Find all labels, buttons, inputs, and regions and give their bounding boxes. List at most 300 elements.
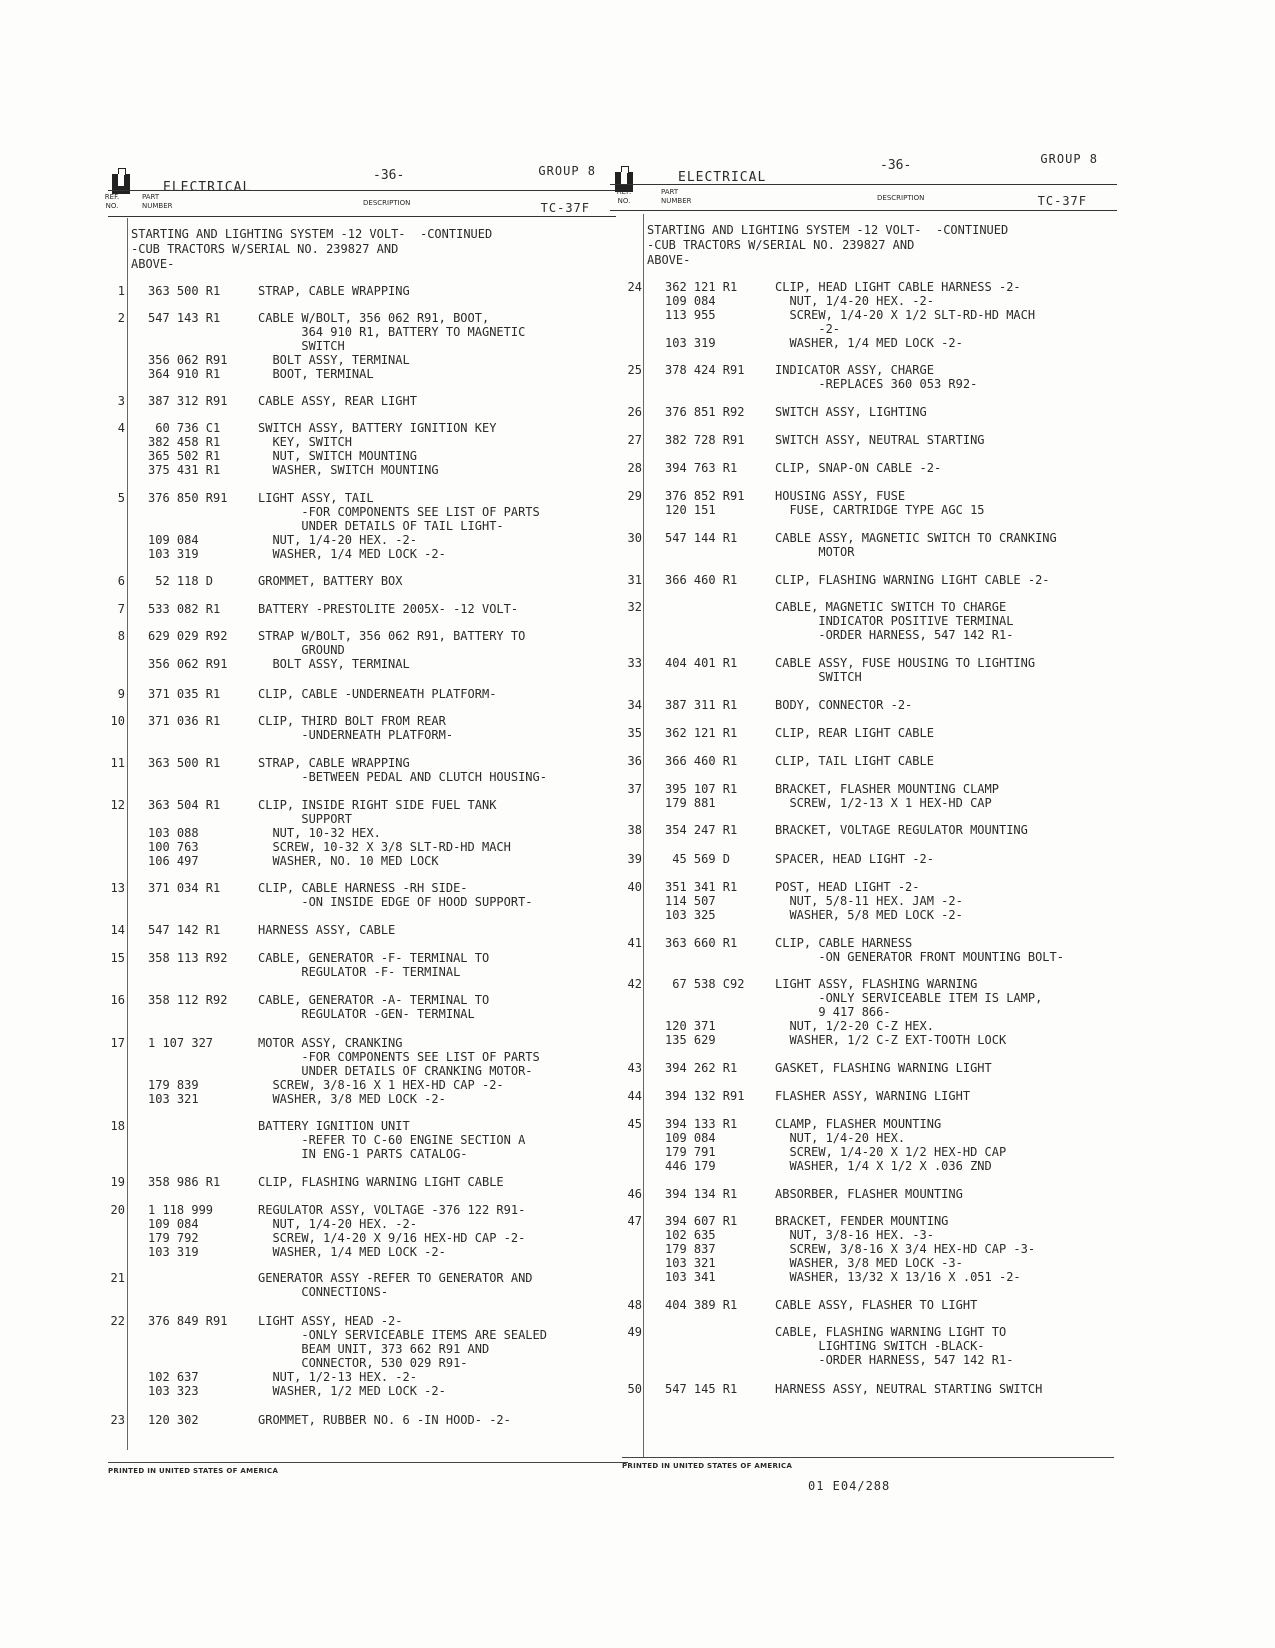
part-description: KEY, SWITCH	[258, 435, 352, 449]
part-description: MOTOR ASSY, CRANKING	[258, 1036, 403, 1050]
col-ref-label: REF. NO.	[104, 193, 120, 210]
part-description: STRAP, CABLE WRAPPING	[258, 756, 410, 770]
part-description: WASHER, 1/4 X 1/2 X .036 ZND	[775, 1159, 992, 1173]
part-number: 394 134 R1	[665, 1187, 738, 1201]
ref-number: 8	[117, 629, 125, 643]
part-description: BATTERY IGNITION UNIT	[258, 1119, 410, 1133]
part-number: 371 034 R1	[148, 881, 221, 895]
part-number: 351 341 R1	[665, 880, 738, 894]
part-number: 45 569 D	[665, 852, 731, 866]
part-number: 103 321	[148, 1092, 199, 1106]
part-number: 376 852 R91	[665, 489, 745, 503]
parts-entry	[617, 880, 1177, 922]
part-number: 135 629	[665, 1033, 716, 1047]
ref-number: 22	[110, 1314, 125, 1328]
parts-entry	[100, 394, 620, 408]
part-number: 100 763	[148, 840, 199, 854]
part-number: 363 500 R1	[148, 756, 221, 770]
ref-number: 18	[110, 1119, 125, 1133]
part-description: NUT, 1/4-20 HEX. -2-	[258, 533, 417, 547]
parts-entry	[617, 698, 1177, 712]
part-description: CLIP, HEAD LIGHT CABLE HARNESS -2-	[775, 280, 1021, 294]
part-number: 109 084	[148, 1217, 199, 1231]
parts-entry	[617, 1117, 1177, 1173]
part-number: 446 179	[665, 1159, 716, 1173]
part-number: 120 151	[665, 503, 716, 517]
part-description: -REPLACES 360 053 R92-	[775, 377, 978, 391]
ref-number: 46	[627, 1187, 642, 1201]
parts-entry	[617, 1187, 1177, 1201]
ref-number: 40	[627, 880, 642, 894]
part-description: NUT, 1/4-20 HEX.	[775, 1131, 906, 1145]
part-description: NUT, 1/2-13 HEX. -2-	[258, 1370, 417, 1384]
parts-entry	[617, 782, 1177, 810]
parts-entry	[617, 1214, 1177, 1284]
ref-number: 23	[110, 1413, 125, 1427]
parts-entry	[100, 284, 620, 298]
part-description: REGULATOR -F- TERMINAL	[258, 965, 461, 979]
part-description: WASHER, 3/8 MED LOCK -3-	[775, 1256, 963, 1270]
part-number: 358 113 R92	[148, 951, 228, 965]
part-description: CLIP, CABLE HARNESS -RH SIDE-	[258, 881, 468, 895]
ref-number: 25	[627, 363, 642, 377]
part-description: WASHER, 1/4 MED LOCK -2-	[775, 336, 963, 350]
parts-entry	[100, 993, 620, 1021]
part-description: -ORDER HARNESS, 547 142 R1-	[775, 628, 1014, 642]
part-number: 394 763 R1	[665, 461, 738, 475]
section-intro: STARTING AND LIGHTING SYSTEM -12 VOLT- -CONTINUED -CUB TRACTORS W/SERIAL NO. 239827 AND ABOVE-	[647, 223, 1009, 267]
parts-entry	[100, 798, 620, 868]
part-number: 547 142 R1	[148, 923, 221, 937]
part-number: 103 323	[148, 1384, 199, 1398]
ref-number: 32	[627, 600, 642, 614]
parts-entry	[100, 951, 620, 979]
ref-number: 3	[117, 394, 125, 408]
part-description: WASHER, NO. 10 MED LOCK	[258, 854, 439, 868]
part-description: INDICATOR ASSY, CHARGE	[775, 363, 934, 377]
part-number: 356 062 R91	[148, 353, 228, 367]
part-description: SWITCH ASSY, LIGHTING	[775, 405, 927, 419]
parts-entry	[100, 574, 620, 588]
part-number: 371 035 R1	[148, 687, 221, 701]
part-description: HOUSING ASSY, FUSE	[775, 489, 906, 503]
part-number: 179 839	[148, 1078, 199, 1092]
part-number: 106 497	[148, 854, 199, 868]
part-description: WASHER, 1/2 C-Z EXT-TOOTH LOCK	[775, 1033, 1007, 1047]
ref-number: 33	[627, 656, 642, 670]
part-description: -REFER TO C-60 ENGINE SECTION A	[258, 1133, 526, 1147]
col-ref-label: REF. NO.	[616, 188, 632, 205]
col-desc-label: DESCRIPTION	[877, 194, 925, 202]
parts-entry	[617, 726, 1177, 740]
footer-rule	[622, 1457, 1114, 1458]
parts-entry	[617, 573, 1177, 587]
part-number: 547 145 R1	[665, 1382, 738, 1396]
parts-entry	[617, 1298, 1177, 1312]
parts-entry	[100, 1175, 620, 1189]
parts-entry	[100, 602, 620, 616]
ref-number: 31	[627, 573, 642, 587]
part-number: 102 637	[148, 1370, 199, 1384]
part-number: 363 504 R1	[148, 798, 221, 812]
parts-entry	[617, 405, 1177, 419]
parts-entry	[100, 687, 620, 701]
part-description: SCREW, 1/4-20 X 1/2 HEX-HD CAP	[775, 1145, 1007, 1159]
parts-entry	[100, 756, 620, 784]
part-description: UNDER DETAILS OF TAIL LIGHT-	[258, 519, 504, 533]
group-label: GROUP 8	[1040, 152, 1098, 166]
section-intro: STARTING AND LIGHTING SYSTEM -12 VOLT- -CONTINUED -CUB TRACTORS W/SERIAL NO. 239827 AND ABOVE-	[131, 227, 493, 271]
part-description: BATTERY -PRESTOLITE 2005X- -12 VOLT-	[258, 602, 519, 616]
part-description: SCREW, 1/2-13 X 1 HEX-HD CAP	[775, 796, 992, 810]
part-description: CLIP, FLASHING WARNING LIGHT CABLE	[258, 1175, 504, 1189]
part-description: CLIP, REAR LIGHT CABLE	[775, 726, 934, 740]
ref-number: 15	[110, 951, 125, 965]
col-part-label: PART NUMBER	[661, 188, 692, 205]
catalog-code: TC-37F	[1037, 194, 1087, 208]
part-number: 103 319	[665, 336, 716, 350]
part-description: CLIP, INSIDE RIGHT SIDE FUEL TANK	[258, 798, 497, 812]
part-number: 375 431 R1	[148, 463, 221, 477]
parts-entry	[100, 1036, 620, 1106]
part-description: -ORDER HARNESS, 547 142 R1-	[775, 1353, 1014, 1367]
part-description: CABLE, MAGNETIC SWITCH TO CHARGE	[775, 600, 1007, 614]
ref-number: 19	[110, 1175, 125, 1189]
part-description: -ON GENERATOR FRONT MOUNTING BOLT-	[775, 950, 1064, 964]
part-description: CLIP, SNAP-ON CABLE -2-	[775, 461, 942, 475]
part-description: WASHER, 13/32 X 13/16 X .051 -2-	[775, 1270, 1021, 1284]
parts-entry	[617, 656, 1177, 684]
part-description: LIGHT ASSY, TAIL	[258, 491, 374, 505]
ref-number: 14	[110, 923, 125, 937]
parts-entry	[100, 714, 620, 742]
part-description: NUT, 10-32 HEX.	[258, 826, 381, 840]
part-description: ABSORBER, FLASHER MOUNTING	[775, 1187, 963, 1201]
part-description: -ONLY SERVICEABLE ITEM IS LAMP,	[775, 991, 1043, 1005]
ref-number: 50	[627, 1382, 642, 1396]
part-number: 362 121 R1	[665, 726, 738, 740]
part-description: LIGHT ASSY, FLASHING WARNING	[775, 977, 978, 991]
part-description: BRACKET, FENDER MOUNTING	[775, 1214, 949, 1228]
part-description: REGULATOR ASSY, VOLTAGE -376 122 R91-	[258, 1203, 526, 1217]
part-description: CABLE ASSY, FLASHER TO LIGHT	[775, 1298, 978, 1312]
part-number: 365 502 R1	[148, 449, 221, 463]
part-number: 1 118 999	[148, 1203, 214, 1217]
part-number: 378 424 R91	[665, 363, 745, 377]
part-number: 120 302	[148, 1413, 199, 1427]
part-number: 533 082 R1	[148, 602, 221, 616]
part-number: 103 341	[665, 1270, 716, 1284]
part-description: -FOR COMPONENTS SEE LIST OF PARTS	[258, 1050, 540, 1064]
part-number: 103 325	[665, 908, 716, 922]
part-description: NUT, 1/4-20 HEX. -2-	[775, 294, 934, 308]
ref-number: 29	[627, 489, 642, 503]
parts-entry	[100, 881, 620, 909]
part-description: FLASHER ASSY, WARNING LIGHT	[775, 1089, 971, 1103]
ref-number: 28	[627, 461, 642, 475]
part-number: 387 311 R1	[665, 698, 738, 712]
part-number: 363 500 R1	[148, 284, 221, 298]
part-number: 179 792	[148, 1231, 199, 1245]
part-description: -ONLY SERVICEABLE ITEMS ARE SEALED	[258, 1328, 547, 1342]
part-number: 1 107 327	[148, 1036, 214, 1050]
col-part-label: PART NUMBER	[142, 193, 173, 210]
ref-number: 45	[627, 1117, 642, 1131]
ref-number: 35	[627, 726, 642, 740]
ref-number: 41	[627, 936, 642, 950]
parts-entry	[100, 1314, 620, 1398]
part-number: 102 635	[665, 1228, 716, 1242]
parts-entry	[617, 1325, 1177, 1367]
part-description: -FOR COMPONENTS SEE LIST OF PARTS	[258, 505, 540, 519]
part-description: CONNECTIONS-	[258, 1285, 389, 1299]
part-description: SCREW, 3/8-16 X 3/4 HEX-HD CAP -3-	[775, 1242, 1036, 1256]
part-number: 354 247 R1	[665, 823, 738, 837]
parts-entry	[617, 280, 1177, 350]
part-number: 52 118 D	[148, 574, 214, 588]
part-description: STRAP W/BOLT, 356 062 R91, BATTERY TO	[258, 629, 526, 643]
part-number: 394 132 R91	[665, 1089, 745, 1103]
part-number: 103 321	[665, 1256, 716, 1270]
part-description: HARNESS ASSY, NEUTRAL STARTING SWITCH	[775, 1382, 1043, 1396]
ref-number: 44	[627, 1089, 642, 1103]
part-description: SWITCH ASSY, BATTERY IGNITION KEY	[258, 421, 497, 435]
ref-number: 43	[627, 1061, 642, 1075]
parts-entry	[617, 823, 1177, 837]
ref-number: 1	[117, 284, 125, 298]
part-number: 114 507	[665, 894, 716, 908]
part-description: BRACKET, VOLTAGE REGULATOR MOUNTING	[775, 823, 1028, 837]
ref-number: 49	[627, 1325, 642, 1339]
ref-number: 48	[627, 1298, 642, 1312]
parts-entry	[617, 531, 1177, 559]
part-number: 103 319	[148, 1245, 199, 1259]
part-number: 362 121 R1	[665, 280, 738, 294]
footer-rule	[108, 1462, 628, 1463]
part-description: NUT, SWITCH MOUNTING	[258, 449, 417, 463]
part-description: GENERATOR ASSY -REFER TO GENERATOR AND	[258, 1271, 533, 1285]
parts-entry	[617, 1089, 1177, 1103]
part-description: IN ENG-1 PARTS CATALOG-	[258, 1147, 468, 1161]
ref-number: 2	[117, 311, 125, 325]
part-number: 382 458 R1	[148, 435, 221, 449]
part-number: 371 036 R1	[148, 714, 221, 728]
part-number: 404 389 R1	[665, 1298, 738, 1312]
parts-entry	[100, 311, 620, 381]
part-description: CABLE, GENERATOR -A- TERMINAL TO	[258, 993, 490, 1007]
part-description: WASHER, 3/8 MED LOCK -2-	[258, 1092, 446, 1106]
part-description: SCREW, 1/4-20 X 1/2 SLT-RD-HD MACH	[775, 308, 1036, 322]
ref-number: 38	[627, 823, 642, 837]
part-number: 364 910 R1	[148, 367, 221, 381]
part-number: 394 607 R1	[665, 1214, 738, 1228]
part-description: REGULATOR -GEN- TERMINAL	[258, 1007, 475, 1021]
ref-number: 16	[110, 993, 125, 1007]
part-description: WASHER, 1/2 MED LOCK -2-	[258, 1384, 446, 1398]
part-description: CABLE ASSY, REAR LIGHT	[258, 394, 417, 408]
part-description: WASHER, SWITCH MOUNTING	[258, 463, 439, 477]
part-description: BOLT ASSY, TERMINAL	[258, 353, 410, 367]
part-description: -ON INSIDE EDGE OF HOOD SUPPORT-	[258, 895, 533, 909]
part-description: CLIP, FLASHING WARNING LIGHT CABLE -2-	[775, 573, 1050, 587]
parts-entry	[617, 1382, 1177, 1396]
page-number: -36-	[880, 158, 912, 173]
part-number: 376 850 R91	[148, 491, 228, 505]
part-description: NUT, 3/8-16 HEX. -3-	[775, 1228, 934, 1242]
ref-number: 36	[627, 754, 642, 768]
part-description: MOTOR	[775, 545, 855, 559]
part-description: CABLE ASSY, FUSE HOUSING TO LIGHTING	[775, 656, 1036, 670]
ref-number: 21	[110, 1271, 125, 1285]
part-description: WASHER, 1/4 MED LOCK -2-	[258, 1245, 446, 1259]
part-description: NUT, 1/4-20 HEX. -2-	[258, 1217, 417, 1231]
ref-number: 20	[110, 1203, 125, 1217]
part-description: SCREW, 1/4-20 X 9/16 HEX-HD CAP -2-	[258, 1231, 526, 1245]
parts-entry	[100, 1271, 620, 1299]
part-description: CABLE, FLASHING WARNING LIGHT TO	[775, 1325, 1007, 1339]
ref-number: 11	[110, 756, 125, 770]
part-number: 60 736 C1	[148, 421, 221, 435]
ref-number: 27	[627, 433, 642, 447]
part-description: 9 417 866-	[775, 1005, 891, 1019]
ref-number: 37	[627, 782, 642, 796]
part-description: BEAM UNIT, 373 662 R91 AND	[258, 1342, 490, 1356]
parts-entry	[617, 600, 1177, 642]
part-description: CABLE W/BOLT, 356 062 R91, BOOT,	[258, 311, 490, 325]
parts-entry	[100, 923, 620, 937]
part-description: CLAMP, FLASHER MOUNTING	[775, 1117, 942, 1131]
part-number: 109 084	[665, 294, 716, 308]
part-description: WASHER, 5/8 MED LOCK -2-	[775, 908, 963, 922]
ref-number: 13	[110, 881, 125, 895]
parts-entry	[617, 754, 1177, 768]
part-number: 547 144 R1	[665, 531, 738, 545]
part-description: NUT, 1/2-20 C-Z HEX.	[775, 1019, 934, 1033]
catalog-code: TC-37F	[540, 201, 590, 215]
part-number: 395 107 R1	[665, 782, 738, 796]
ref-number: 10	[110, 714, 125, 728]
part-description: SWITCH ASSY, NEUTRAL STARTING	[775, 433, 985, 447]
part-description: GROUND	[258, 643, 345, 657]
part-description: UNDER DETAILS OF CRANKING MOTOR-	[258, 1064, 533, 1078]
part-description: NUT, 5/8-11 HEX. JAM -2-	[775, 894, 963, 908]
part-number: 113 955	[665, 308, 716, 322]
part-description: -BETWEEN PEDAL AND CLUTCH HOUSING-	[258, 770, 547, 784]
part-number: 363 660 R1	[665, 936, 738, 950]
part-number: 376 851 R92	[665, 405, 745, 419]
ref-number: 9	[117, 687, 125, 701]
part-description: CABLE, GENERATOR -F- TERMINAL TO	[258, 951, 490, 965]
part-number: 356 062 R91	[148, 657, 228, 671]
part-description: SPACER, HEAD LIGHT -2-	[775, 852, 934, 866]
ref-number: 42	[627, 977, 642, 991]
part-number: 120 371	[665, 1019, 716, 1033]
part-number: 629 029 R92	[148, 629, 228, 643]
col-desc-label: DESCRIPTION	[363, 199, 411, 207]
part-description: GROMMET, BATTERY BOX	[258, 574, 403, 588]
part-description: SWITCH	[775, 670, 862, 684]
part-description: BRACKET, FLASHER MOUNTING CLAMP	[775, 782, 999, 796]
part-description: CLIP, TAIL LIGHT CABLE	[775, 754, 934, 768]
part-description: BOOT, TERMINAL	[258, 367, 374, 381]
part-description: CABLE ASSY, MAGNETIC SWITCH TO CRANKING	[775, 531, 1057, 545]
part-description: CLIP, CABLE HARNESS	[775, 936, 913, 950]
parts-entry	[617, 461, 1177, 475]
part-number: 366 460 R1	[665, 573, 738, 587]
parts-list	[617, 0, 1177, 1648]
part-number: 109 084	[148, 533, 199, 547]
part-number: 103 319	[148, 547, 199, 561]
parts-entry	[617, 852, 1177, 866]
part-description: SUPPORT	[258, 812, 352, 826]
part-description: GROMMET, RUBBER NO. 6 -IN HOOD- -2-	[258, 1413, 511, 1427]
part-description: -UNDERNEATH PLATFORM-	[258, 728, 454, 742]
part-description: SWITCH	[258, 339, 345, 353]
part-number: 404 401 R1	[665, 656, 738, 670]
part-number: 358 112 R92	[148, 993, 228, 1007]
section-title: ELECTRICAL	[678, 170, 767, 185]
part-description: LIGHTING SWITCH -BLACK-	[775, 1339, 985, 1353]
ref-number: 34	[627, 698, 642, 712]
ref-number: 12	[110, 798, 125, 812]
part-number: 179 881	[665, 796, 716, 810]
part-description: 364 910 R1, BATTERY TO MAGNETIC	[258, 325, 526, 339]
part-description: GASKET, FLASHING WARNING LIGHT	[775, 1061, 992, 1075]
page-number: -36-	[373, 168, 405, 183]
printed-note: PRINTED IN UNITED STATES OF AMERICA	[108, 1467, 279, 1475]
ref-number: 7	[117, 602, 125, 616]
ref-number: 24	[627, 280, 642, 294]
parts-list	[100, 0, 620, 1648]
part-number: 547 143 R1	[148, 311, 221, 325]
part-description: BODY, CONNECTOR -2-	[775, 698, 913, 712]
ref-number: 6	[117, 574, 125, 588]
part-number: 358 986 R1	[148, 1175, 221, 1189]
parts-entry	[100, 1413, 620, 1427]
ref-number: 26	[627, 405, 642, 419]
parts-entry	[100, 491, 620, 561]
part-description: CONNECTOR, 530 029 R91-	[258, 1356, 468, 1370]
part-description: CLIP, CABLE -UNDERNEATH PLATFORM-	[258, 687, 497, 701]
parts-entry	[100, 629, 620, 671]
parts-entry	[617, 1061, 1177, 1075]
document-code: 01 E04/288	[808, 1479, 891, 1493]
part-description: CLIP, THIRD BOLT FROM REAR	[258, 714, 446, 728]
section-title: ELECTRICAL	[163, 180, 252, 195]
part-description: FUSE, CARTRIDGE TYPE AGC 15	[775, 503, 985, 517]
parts-entry	[617, 489, 1177, 517]
ref-number: 5	[117, 491, 125, 505]
ref-number: 30	[627, 531, 642, 545]
part-number: 109 084	[665, 1131, 716, 1145]
part-description: HARNESS ASSY, CABLE	[258, 923, 396, 937]
part-description: POST, HEAD LIGHT -2-	[775, 880, 920, 894]
part-description: STRAP, CABLE WRAPPING	[258, 284, 410, 298]
part-description: INDICATOR POSITIVE TERMINAL	[775, 614, 1014, 628]
part-number: 394 133 R1	[665, 1117, 738, 1131]
parts-entry	[100, 1203, 620, 1259]
part-number: 382 728 R91	[665, 433, 745, 447]
part-description: SCREW, 3/8-16 X 1 HEX-HD CAP -2-	[258, 1078, 504, 1092]
parts-entry	[100, 1119, 620, 1161]
part-number: 366 460 R1	[665, 754, 738, 768]
ref-number: 47	[627, 1214, 642, 1228]
printed-note: PRINTED IN UNITED STATES OF AMERICA	[622, 1462, 793, 1470]
part-description: BOLT ASSY, TERMINAL	[258, 657, 410, 671]
parts-entry	[617, 363, 1177, 391]
part-number: 179 791	[665, 1145, 716, 1159]
part-number: 387 312 R91	[148, 394, 228, 408]
